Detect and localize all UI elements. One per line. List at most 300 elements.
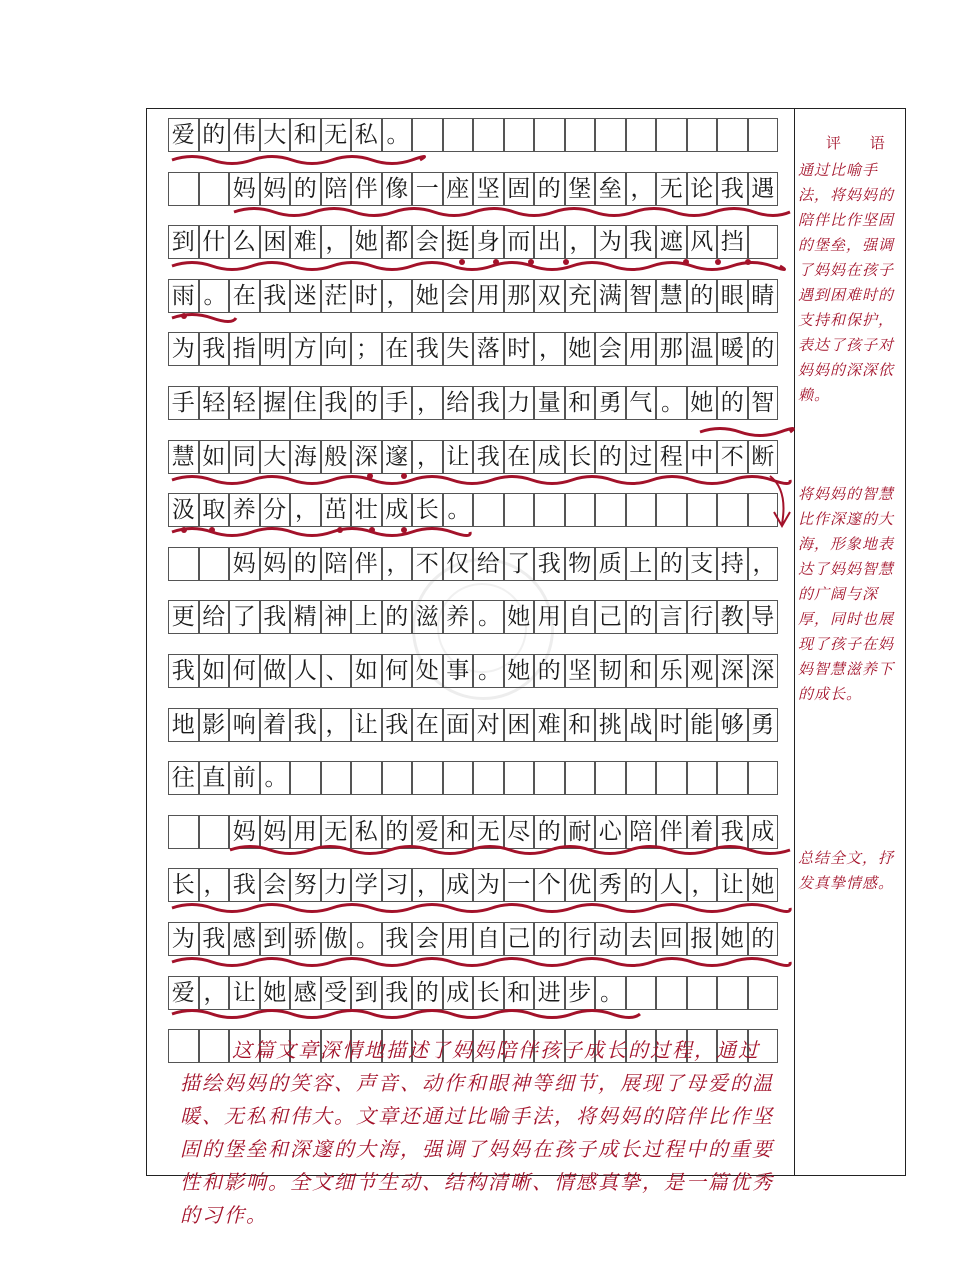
grid-cell (687, 493, 718, 527)
grid-cell: 为 (595, 225, 626, 259)
grid-cell: 般 (321, 440, 352, 474)
grid-cell: 给 (199, 600, 230, 634)
grid-cell: 耐 (565, 815, 596, 849)
grid-cell (748, 976, 779, 1010)
grid-cell: 仅 (443, 547, 474, 581)
grid-cell: 和 (565, 708, 596, 742)
grid-cell: 让 (351, 708, 382, 742)
grid-cell: 受 (321, 976, 352, 1010)
grid-cell: 她 (748, 868, 779, 902)
grid-cell: 爱 (168, 118, 199, 152)
grid-cell: 处 (412, 654, 443, 688)
grid-cell: 的 (656, 547, 687, 581)
grid-cell: 程 (656, 440, 687, 474)
grid-cell: 用 (473, 279, 504, 313)
grid-cell (565, 761, 596, 795)
grid-cell (473, 493, 504, 527)
grid-cell (443, 761, 474, 795)
grid-cell: 无 (473, 815, 504, 849)
grid-cell: 我 (199, 922, 230, 956)
grid-cell (412, 118, 443, 152)
grid-cell: 她 (351, 225, 382, 259)
grid-cell: 堡 (565, 172, 596, 206)
grid-cell: 大 (260, 440, 291, 474)
grid-cell (199, 815, 230, 849)
grid-cell: 能 (687, 708, 718, 742)
comment-column-divider (794, 108, 795, 1176)
grid-cell (626, 118, 657, 152)
grid-cell: 战 (626, 708, 657, 742)
grid-cell: 在 (504, 440, 535, 474)
grid-cell: 她 (504, 654, 535, 688)
grid-cell: 妈 (229, 815, 260, 849)
grid-cell: 优 (565, 868, 596, 902)
grid-cell: 困 (504, 708, 535, 742)
grid-cell (504, 118, 535, 152)
grid-cell: 何 (229, 654, 260, 688)
grid-cell (717, 493, 748, 527)
grid-cell: 海 (290, 440, 321, 474)
grid-cell: 妈 (229, 172, 260, 206)
grid-cell (504, 493, 535, 527)
grid-cell (656, 118, 687, 152)
grid-cell: 向 (321, 332, 352, 366)
grid-cell: 量 (534, 386, 565, 420)
grid-cell: 住 (290, 386, 321, 420)
grid-cell (443, 118, 474, 152)
grid-cell: ， (687, 868, 718, 902)
grid-cell: 的 (626, 868, 657, 902)
grid-cell: 的 (534, 654, 565, 688)
grid-cell: 智 (626, 279, 657, 313)
grid-cell: 成 (443, 868, 474, 902)
grid-cell: 迷 (290, 279, 321, 313)
grid-cell: 我 (717, 815, 748, 849)
grid-cell: 雨 (168, 279, 199, 313)
grid-cell: 我 (626, 225, 657, 259)
grid-cell: ， (321, 225, 352, 259)
grid-cell: 教 (717, 600, 748, 634)
grid-cell: 轻 (229, 386, 260, 420)
grid-cell: 的 (626, 600, 657, 634)
grid-cell: 慧 (656, 279, 687, 313)
grid-cell (382, 761, 413, 795)
grid-cell: 己 (595, 600, 626, 634)
grid-cell: 自 (473, 922, 504, 956)
grid-cell: ， (382, 547, 413, 581)
grid-cell: 睛 (748, 279, 779, 313)
grid-cell: 养 (229, 493, 260, 527)
grid-cell: 。 (595, 976, 626, 1010)
grid-cell: 的 (290, 547, 321, 581)
grid-cell: 充 (565, 279, 596, 313)
grid-cell: 用 (626, 332, 657, 366)
grid-cell: 会 (412, 225, 443, 259)
grid-cell: 成 (382, 493, 413, 527)
grid-cell: 什 (199, 225, 230, 259)
grid-cell: ， (626, 172, 657, 206)
comment-metaphor-fortress: 通过比喻手法，将妈妈的陪伴比作坚固的堡垒，强调了妈妈在孩子遇到困难时的支持和保护，表达了孩子对妈妈的深深依赖。 (798, 161, 895, 404)
grid-cell: 响 (229, 708, 260, 742)
grid-cell: ， (748, 547, 779, 581)
grid-cell: 的 (199, 118, 230, 152)
grid-cell (717, 976, 748, 1010)
grid-cell (168, 172, 199, 206)
grid-cell: ， (412, 440, 443, 474)
grid-cell: 人 (656, 868, 687, 902)
grid-cell: 我 (717, 172, 748, 206)
grid-cell: 观 (687, 654, 718, 688)
grid-cell: ； (351, 332, 382, 366)
grid-cell: 勇 (595, 386, 626, 420)
grid-cell: 难 (290, 225, 321, 259)
grid-cell: 如 (199, 654, 230, 688)
grid-cell: 垒 (595, 172, 626, 206)
grid-cell (290, 761, 321, 795)
grid-cell: 陪 (626, 815, 657, 849)
grid-cell: 尽 (504, 815, 535, 849)
grid-cell: 我 (321, 386, 352, 420)
grid-cell: 她 (412, 279, 443, 313)
grid-cell: 我 (260, 600, 291, 634)
grid-cell (199, 547, 230, 581)
grid-cell (748, 118, 779, 152)
grid-cell: 做 (260, 654, 291, 688)
grid-cell: ， (321, 708, 352, 742)
grid-cell: 她 (504, 600, 535, 634)
grid-cell: 为 (168, 922, 199, 956)
grid-cell: 分 (260, 493, 291, 527)
grid-cell (412, 761, 443, 795)
grid-cell: 的 (290, 172, 321, 206)
grid-cell: 用 (290, 815, 321, 849)
grid-cell: 握 (260, 386, 291, 420)
grid-cell: 温 (687, 332, 718, 366)
grid-cell: 而 (504, 225, 535, 259)
grid-cell: 一 (412, 172, 443, 206)
grid-cell (199, 172, 230, 206)
grid-cell: 无 (321, 815, 352, 849)
grid-cell: 的 (351, 386, 382, 420)
grid-cell (717, 118, 748, 152)
grid-cell: 勇 (748, 708, 779, 742)
grid-cell: 。 (382, 118, 413, 152)
grid-cell: 力 (504, 386, 535, 420)
grid-cell: 私 (351, 815, 382, 849)
grid-cell: 满 (595, 279, 626, 313)
grid-cell: 智 (748, 386, 779, 420)
grid-cell: 气 (626, 386, 657, 420)
grid-cell: 不 (412, 547, 443, 581)
grid-cell: 个 (534, 868, 565, 902)
grid-cell: 往 (168, 761, 199, 795)
grid-cell: 轻 (199, 386, 230, 420)
grid-cell: 一 (504, 868, 535, 902)
grid-cell (595, 761, 626, 795)
grid-cell: ， (534, 332, 565, 366)
grid-cell: 那 (504, 279, 535, 313)
grid-cell: 不 (717, 440, 748, 474)
grid-cell: 手 (168, 386, 199, 420)
grid-cell: 时 (351, 279, 382, 313)
grid-cell: 都 (382, 225, 413, 259)
grid-cell: 难 (534, 708, 565, 742)
grid-cell: 时 (504, 332, 535, 366)
grid-cell: 神 (321, 600, 352, 634)
grid-cell: 。 (656, 386, 687, 420)
grid-cell: 眼 (717, 279, 748, 313)
grid-cell: 持 (717, 547, 748, 581)
grid-cell: 伴 (351, 172, 382, 206)
grid-cell: 让 (229, 976, 260, 1010)
grid-cell: 遇 (748, 172, 779, 206)
grid-cell: 身 (473, 225, 504, 259)
grid-cell: 茁 (321, 493, 352, 527)
grid-cell: 挑 (595, 708, 626, 742)
grid-cell: 无 (656, 172, 687, 206)
comment-metaphor-ocean: 将妈妈的智慧比作深邃的大海，形象地表达了妈妈智慧的广阔与深厚，同时也展现了孩子在妈妈智慧滋养下的成长。 (798, 485, 895, 703)
grid-cell: 取 (199, 493, 230, 527)
grid-cell: 到 (260, 922, 291, 956)
grid-cell: 困 (260, 225, 291, 259)
grid-cell: 韧 (595, 654, 626, 688)
grid-cell: 的 (717, 386, 748, 420)
grid-cell (748, 761, 779, 795)
grid-cell: 我 (199, 332, 230, 366)
grid-cell: 长 (565, 440, 596, 474)
grid-cell (595, 493, 626, 527)
grid-cell: 的 (748, 332, 779, 366)
overall-evaluation: 这篇文章深情地描述了妈妈陪伴孩子成长的过程，通过描绘妈妈的笑容、声音、动作和眼神等细节，展现了母爱的温暖、无私和伟大。文章还通过比喻手法，将妈妈的陪伴比作坚固的堡垒和深邃的大海，强调了妈妈在孩子成长过程中的重要性和影响。全文细节生动、结构清晰、情感真挚，是一篇优秀的习作。 (180, 1038, 774, 1227)
grid-cell: 茫 (321, 279, 352, 313)
grid-cell: 和 (626, 654, 657, 688)
grid-cell: 风 (687, 225, 718, 259)
grid-cell: 到 (351, 976, 382, 1010)
grid-cell: 言 (656, 600, 687, 634)
grid-cell: 深 (717, 654, 748, 688)
grid-cell: 。 (260, 761, 291, 795)
grid-cell: 么 (229, 225, 260, 259)
grid-cell: 妈 (260, 547, 291, 581)
grid-cell: 她 (565, 332, 596, 366)
grid-cell: 和 (443, 815, 474, 849)
grid-cell (687, 118, 718, 152)
grid-cell: 行 (565, 922, 596, 956)
grid-cell: 她 (260, 976, 291, 1010)
grid-cell: 指 (229, 332, 260, 366)
grid-cell (534, 761, 565, 795)
grid-cell (351, 761, 382, 795)
grid-cell: ， (412, 868, 443, 902)
grid-cell: 力 (321, 868, 352, 902)
grid-cell: 我 (534, 547, 565, 581)
grid-cell: 己 (504, 922, 535, 956)
grid-cell: 秀 (595, 868, 626, 902)
grid-cell: 我 (168, 654, 199, 688)
grid-cell: 爱 (412, 815, 443, 849)
grid-cell (626, 493, 657, 527)
grid-cell: 动 (595, 922, 626, 956)
grid-cell: 在 (382, 332, 413, 366)
grid-cell: 和 (290, 118, 321, 152)
grid-cell: 直 (199, 761, 230, 795)
grid-cell: 傲 (321, 922, 352, 956)
grid-cell: 时 (656, 708, 687, 742)
grid-cell: 感 (290, 976, 321, 1010)
grid-cell: 邃 (382, 440, 413, 474)
grid-cell (168, 815, 199, 849)
grid-cell: 落 (473, 332, 504, 366)
grid-cell: 够 (717, 708, 748, 742)
grid-cell: 爱 (168, 976, 199, 1010)
grid-cell: 大 (260, 118, 291, 152)
grid-cell: 。 (351, 922, 382, 956)
grid-cell: 我 (473, 386, 504, 420)
grid-cell (534, 493, 565, 527)
grid-cell (656, 761, 687, 795)
grid-cell: 进 (534, 976, 565, 1010)
grid-cell: 坚 (473, 172, 504, 206)
grid-cell: 中 (687, 440, 718, 474)
grid-cell: 精 (290, 600, 321, 634)
grid-cell: 为 (473, 868, 504, 902)
grid-cell (473, 761, 504, 795)
grid-cell: 成 (443, 976, 474, 1010)
grid-cell: 了 (504, 547, 535, 581)
grid-cell: 的 (382, 600, 413, 634)
grid-cell: ， (290, 493, 321, 527)
grid-cell: 论 (687, 172, 718, 206)
grid-cell: 人 (290, 654, 321, 688)
grid-cell: 让 (717, 868, 748, 902)
grid-cell: 我 (382, 922, 413, 956)
grid-cell: 和 (565, 386, 596, 420)
grid-cell: 无 (321, 118, 352, 152)
grid-cell: 汲 (168, 493, 199, 527)
grid-cell: 学 (351, 868, 382, 902)
grid-cell: 了 (229, 600, 260, 634)
grid-cell: 会 (260, 868, 291, 902)
grid-cell: 在 (412, 708, 443, 742)
grid-cell: 我 (382, 708, 413, 742)
grid-cell: 在 (229, 279, 260, 313)
grid-cell: 养 (443, 600, 474, 634)
grid-cell (748, 493, 779, 527)
grid-cell: 的 (412, 976, 443, 1010)
grid-cell: 伴 (656, 815, 687, 849)
grid-cell: 地 (168, 708, 199, 742)
grid-cell: 陪 (321, 172, 352, 206)
grid-cell: 上 (626, 547, 657, 581)
grid-cell: 面 (443, 708, 474, 742)
grid-cell: 。 (199, 279, 230, 313)
grid-cell: 断 (748, 440, 779, 474)
grid-cell: 那 (656, 332, 687, 366)
grid-cell: 。 (473, 654, 504, 688)
grid-cell: ， (412, 386, 443, 420)
grid-cell: 心 (595, 815, 626, 849)
grid-cell: 出 (534, 225, 565, 259)
grid-cell: 支 (687, 547, 718, 581)
grid-cell: 妈 (229, 547, 260, 581)
grid-cell: 事 (443, 654, 474, 688)
grid-cell (687, 761, 718, 795)
grid-cell: 质 (595, 547, 626, 581)
grid-cell: 慧 (168, 440, 199, 474)
grid-cell: 上 (351, 600, 382, 634)
grid-cell: 会 (443, 279, 474, 313)
grid-cell: 物 (565, 547, 596, 581)
grid-cell: 长 (412, 493, 443, 527)
grid-cell (321, 761, 352, 795)
grid-cell: 让 (443, 440, 474, 474)
grid-cell: 更 (168, 600, 199, 634)
grid-cell: 妈 (260, 815, 291, 849)
grid-cell: 。 (473, 600, 504, 634)
grid-cell: 滋 (412, 600, 443, 634)
grid-cell: 骄 (290, 922, 321, 956)
grid-cell: 。 (443, 493, 474, 527)
grid-cell (595, 118, 626, 152)
grid-cell: 为 (168, 332, 199, 366)
grid-cell (656, 493, 687, 527)
comment-conclusion: 总结全文，抒发真挚情感。 (798, 849, 895, 892)
grid-cell: 如 (351, 654, 382, 688)
grid-cell: 我 (229, 868, 260, 902)
grid-cell: ， (199, 868, 230, 902)
grid-cell: 如 (199, 440, 230, 474)
grid-cell: 感 (229, 922, 260, 956)
grid-cell: 用 (534, 600, 565, 634)
grid-cell: 像 (382, 172, 413, 206)
grid-cell: 去 (626, 922, 657, 956)
grid-cell: 伟 (229, 118, 260, 152)
grid-cell (534, 118, 565, 152)
grid-cell: 回 (656, 922, 687, 956)
grid-cell: 挡 (717, 225, 748, 259)
grid-cell (748, 225, 779, 259)
grid-cell (717, 761, 748, 795)
grid-cell: 我 (382, 976, 413, 1010)
grid-cell: 深 (748, 654, 779, 688)
grid-cell: 的 (382, 815, 413, 849)
grid-cell (565, 493, 596, 527)
grid-cell: 私 (351, 118, 382, 152)
grid-cell: 的 (595, 440, 626, 474)
grid-cell: 步 (565, 976, 596, 1010)
grid-cell: 行 (687, 600, 718, 634)
grid-cell: 给 (443, 386, 474, 420)
grid-cell: 我 (290, 708, 321, 742)
grid-cell: 习 (382, 868, 413, 902)
grid-cell: 我 (260, 279, 291, 313)
grid-cell (687, 976, 718, 1010)
grid-cell: 固 (504, 172, 535, 206)
grid-cell: 坚 (565, 654, 596, 688)
grid-cell: 她 (717, 922, 748, 956)
grid-cell: ， (382, 279, 413, 313)
grid-cell: 的 (534, 815, 565, 849)
grid-cell: 失 (443, 332, 474, 366)
grid-cell (168, 547, 199, 581)
grid-cell: 导 (748, 600, 779, 634)
grid-cell: 遮 (656, 225, 687, 259)
grid-cell: 她 (687, 386, 718, 420)
grid-cell: 伴 (351, 547, 382, 581)
grid-cell: 我 (473, 440, 504, 474)
grid-cell: 对 (473, 708, 504, 742)
grid-cell: 长 (168, 868, 199, 902)
